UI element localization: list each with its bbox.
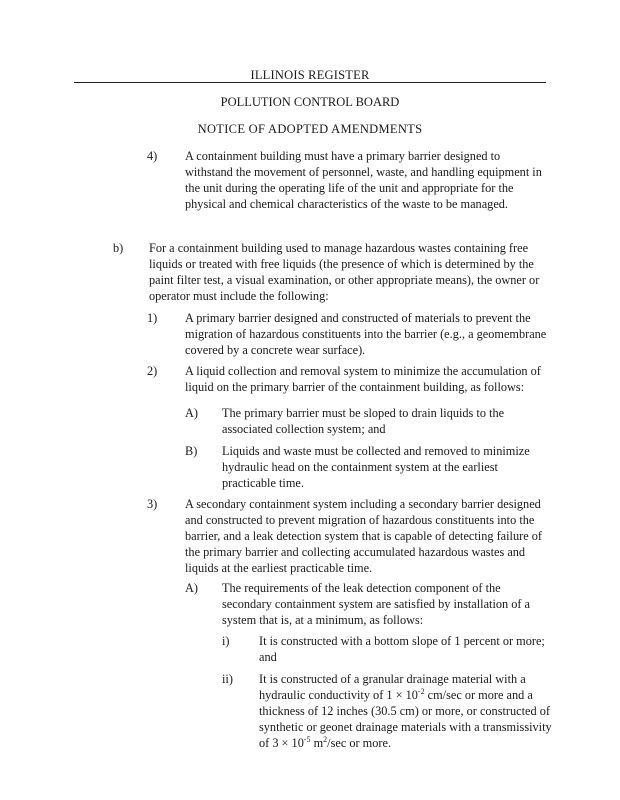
item-marker-b: b) (113, 241, 124, 255)
paragraph-b3Aii-part2: cm/sec or more and a thickness of 12 inches (30.5 cm) or more, or constructed of synthetic or geonet drainage materials with a transmissivity of 3 × 10 (259, 688, 552, 750)
paragraph-b3Aii-part1: It is constructed of a granular drainage material with a hydraulic conductivity of 1 × 10 (259, 672, 526, 702)
paragraph-b3Aii (259, 671, 554, 751)
item-marker-b3A: A) (185, 581, 198, 595)
paragraph-b: For a containment building used to manage hazardous wastes containing free liquids or treated with free liquids (the presence of which is determined by the paint filter test, a visual examination, or other appropriate means), the owner or operator must include the following: (149, 241, 540, 303)
paragraph-4: A containment building must have a primary barrier designed to withstand the movement of personnel, waste, and handling equipment in the unit during the operating life of the unit and appropriate for the physical and chemical characteristics of the waste to be managed. (185, 149, 542, 211)
item-marker-b2: 2) (147, 364, 158, 378)
paragraph-b1: A primary barrier designed and constructed of materials to prevent the migration of hazardous constituents into the barrier (e.g., a geomembrane covered by a concrete wear surface). (185, 311, 547, 357)
header-rule (74, 82, 546, 83)
exponent-1: -2 (417, 687, 425, 696)
item-marker-4: 4) (147, 149, 158, 163)
item-marker-b2B: B) (185, 444, 198, 458)
item-marker-b3Aii: ii) (222, 672, 233, 686)
paragraph-b3Aii-part4: /sec or more. (327, 736, 392, 750)
register-title: ILLINOIS REGISTER (250, 68, 370, 82)
paragraph-b3Aii-part3: m (310, 736, 324, 750)
item-marker-b3Ai: i) (222, 634, 230, 648)
item-marker-b1: 1) (147, 311, 158, 325)
paragraph-b2: A liquid collection and removal system to minimize the accumulation of liquid on the primary barrier of the containment building, as follows: (185, 364, 541, 394)
paragraph-b2B: Liquids and waste must be collected and removed to minimize hydraulic head on the containment system at the earliest practicable time. (222, 444, 530, 490)
exponent-3: 2 (323, 735, 328, 744)
board-title: POLLUTION CONTROL BOARD (220, 95, 400, 109)
item-marker-b2A: A) (185, 406, 198, 420)
paragraph-b3Ai: It is constructed with a bottom slope of 1 percent or more; and (259, 634, 545, 664)
paragraph-b2A: The primary barrier must be sloped to drain liquids to the associated collection system; and (222, 406, 505, 436)
paragraph-b3A: The requirements of the leak detection component of the secondary containment system are satisfied by installation of a system that is, at a minimum, as follows: (222, 581, 531, 627)
paragraph-b3: A secondary containment system including a secondary barrier designed and constructed to prevent migration of hazardous constituents into the barrier, and a leak detection system that is capable of detecting failure of the primary barrier and collecting accumulated hazardous wastes and liquids at the earliest practicable time. (185, 497, 542, 575)
notice-title: NOTICE OF ADOPTED AMENDMENTS (197, 122, 423, 136)
item-marker-b3: 3) (147, 497, 158, 511)
exponent-2: -5 (303, 735, 311, 744)
